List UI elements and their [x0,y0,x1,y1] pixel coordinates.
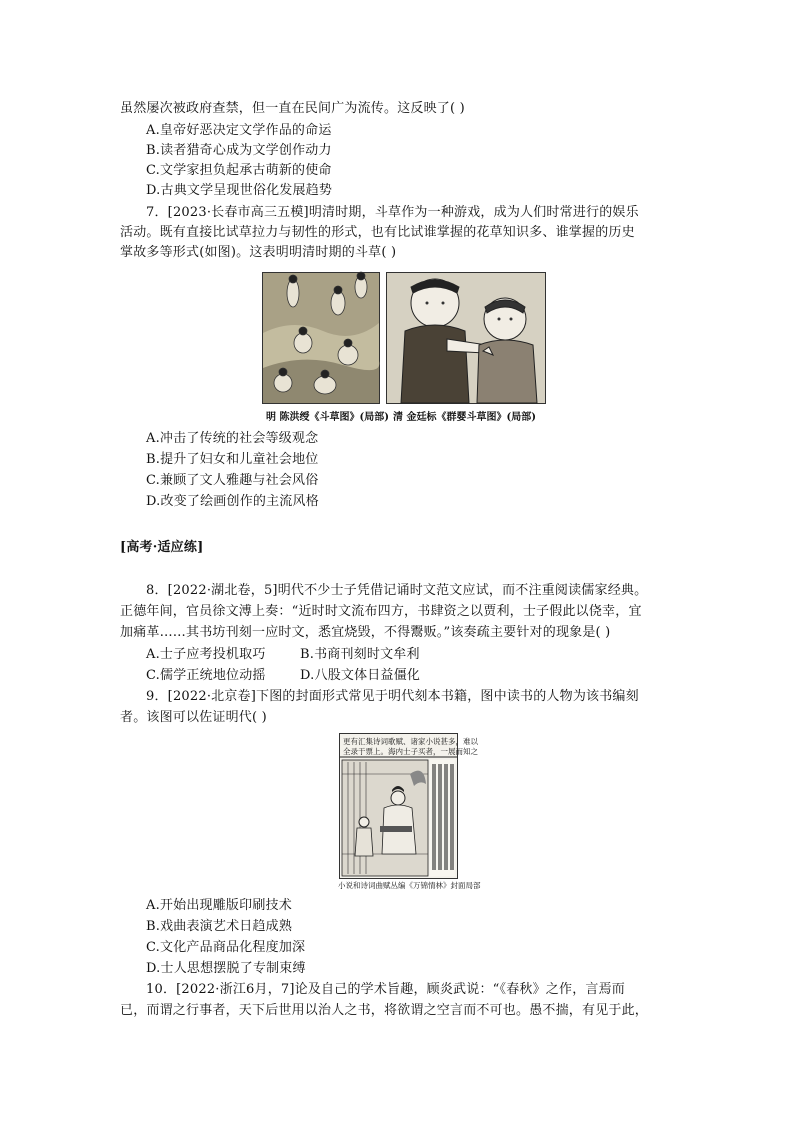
q8-line-1: 8．[2022·湖北卷，5]明代不少士子凭借记诵时文范文应试，而不注重阅读儒家经典。 [146,583,648,598]
q9-option-c: C.文化产品商品化程度加深 [146,940,306,955]
book-cover-image [339,733,478,879]
q6-option-c: C.文学家担负起承古萌新的使命 [146,163,332,178]
q8-option-a: A.士子应考投机取巧 [146,647,266,662]
q8-line-2: 正德年间，官员徐文溥上奏：“近时时文流布四方，书肆资之以贾利，士子假此以侥幸，宜 [120,604,642,619]
q10-line-2: 已，而谓之行事者，天下后世用以治人之书，将欲谓之空言而不可也。愚不揣，有见于此， [120,1003,649,1018]
q6-option-a: A.皇帝好恶决定文学作品的命运 [146,123,332,138]
q8-option-c: C.儒学正统地位动摇 [146,668,266,683]
q6-stem-tail: 虽然屡次被政府查禁，但一直在民间广为流传。这反映了( ) [120,101,465,116]
q9-option-b: B.戏曲表演艺术日趋成熟 [146,919,293,934]
qing-painting-image [386,272,546,404]
book-cover-text-2: 全录于票上。海内士子买者，一展而知之 [343,747,478,756]
ming-painting-caption: 明 陈洪绶《斗草图》(局部) [266,412,389,423]
q7-line-2: 活动。既有直接比试草拉力与韧性的形式，也有比试谁掌握的花草知识多、谁掌握的历史 [120,225,635,240]
q9-line-1: 9．[2022·北京卷]下图的封面形式常见于明代刻本书籍，图中读书的人物为该书编刻 [146,689,639,704]
q7-option-a: A.冲击了传统的社会等级观念 [146,431,319,446]
q8-line-3: 加痛革……其书坊刊刻一应时文，悉宜烧毁，不得鬻贩。”该奏疏主要针对的现象是( ) [120,625,611,640]
q9-option-a: A.开始出现雕版印刷技术 [146,898,292,913]
q8-option-b: B.书商刊刻时文牟利 [300,647,420,662]
q7-option-b: B.提升了妇女和儿童社会地位 [146,452,319,467]
book-cover-caption: 小说和诗词曲赋丛编《万锦情林》封面局部 [338,881,481,890]
q9-line-2: 者。该图可以佐证明代( ) [120,710,267,725]
q7-line-1: 7．[2023·长春市高三五模]明清时期，斗草作为一种游戏，成为人们时常进行的娱乐 [146,205,639,220]
ming-painting-image [262,272,380,404]
section-title: [高考·适应练] [120,540,204,555]
q7-option-d: D.改变了绘画创作的主流风格 [146,494,319,509]
qing-painting-caption: 清 金廷标《群婴斗草图》(局部) [393,412,536,423]
q10-line-1: 10．[2022·浙江6月，7]论及自己的学术旨趣，顾炎武说：“《春秋》之作，言焉而 [146,982,625,997]
q7-option-c: C.兼顾了文人雅趣与社会风俗 [146,473,319,488]
q6-option-b: B.读者猎奇心成为文学创作动力 [146,143,332,158]
q7-line-3: 掌故多等形式(如图)。这表明明清时期的斗草( ) [120,245,397,260]
q8-option-d: D.八股文体日益僵化 [300,668,421,683]
q6-option-d: D.古典文学呈现世俗化发展趋势 [146,183,333,198]
q9-option-d: D.士人思想摆脱了专制束缚 [146,961,306,976]
book-cover-text-1: 更有汇集诗词歌赋、诸家小说甚多，难以 [343,737,478,746]
